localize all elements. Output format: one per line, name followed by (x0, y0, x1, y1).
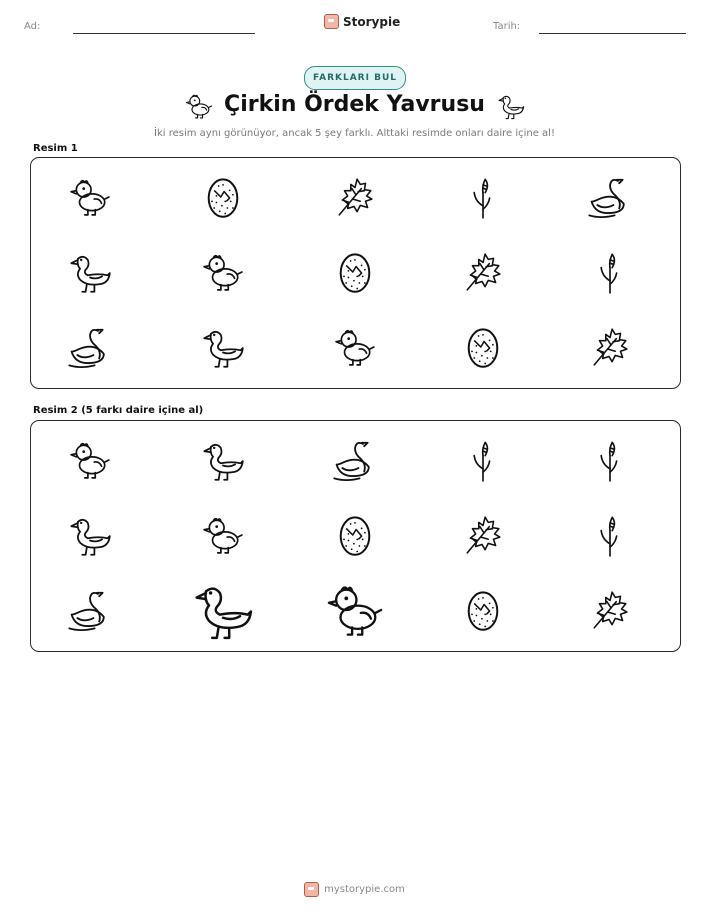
picture1-egg-icon (461, 325, 505, 369)
picture1-reed-icon (461, 175, 505, 219)
activity-badge: FARKLARI BUL (304, 66, 406, 90)
picture1-reed-icon (588, 250, 632, 294)
date-line[interactable] (539, 33, 686, 34)
date-label: Tarih: (493, 21, 521, 32)
picture2-label: Resim 2 (5 farkı daire içine al) (33, 405, 204, 416)
picture2-duck-icon[interactable] (192, 579, 254, 641)
picture1-duck-icon (68, 250, 112, 294)
picture1-egg-icon (333, 250, 377, 294)
picture2-reed-icon[interactable] (588, 438, 632, 482)
footer (0, 882, 709, 897)
picture1-duckling-icon (334, 326, 376, 368)
title-duck-icon (497, 92, 525, 124)
footer-site: mystorypie.com (324, 884, 405, 895)
picture2-duck-icon[interactable] (201, 438, 245, 482)
picture2-duck-icon[interactable] (68, 513, 112, 557)
storypie-footer-logo-icon (304, 882, 319, 897)
picture1-duckling-icon (69, 176, 111, 218)
picture2-leaf-icon[interactable] (462, 514, 504, 556)
picture2-reed-icon[interactable] (461, 438, 505, 482)
picture1-swan-icon (587, 174, 633, 220)
picture2-reed-icon[interactable] (588, 513, 632, 557)
picture1-label: Resim 1 (33, 143, 78, 154)
picture2-duckling-icon[interactable] (326, 581, 384, 639)
page-title: Çirkin Ördek Yavrusu (224, 92, 485, 117)
picture1-duckling-icon (202, 251, 244, 293)
picture1-leaf-icon (334, 176, 376, 218)
instructions: İki resim aynı görünüyor, ancak 5 şey farklı. Alttaki resimde onları daire içine al! (154, 128, 555, 139)
picture2-swan-icon[interactable] (332, 437, 378, 483)
picture2-leaf-icon[interactable] (589, 589, 631, 631)
picture2-duckling-icon[interactable] (202, 514, 244, 556)
picture1-leaf-icon (589, 326, 631, 368)
picture2-egg-icon[interactable] (333, 513, 377, 557)
picture2-swan-icon[interactable] (67, 587, 113, 633)
picture1-duck-icon (201, 325, 245, 369)
storypie-logo-icon (324, 14, 339, 29)
picture1-swan-icon (67, 324, 113, 370)
name-line[interactable] (73, 33, 255, 34)
picture2-duckling-icon[interactable] (69, 439, 111, 481)
name-label: Ad: (24, 21, 41, 32)
picture1-leaf-icon (462, 251, 504, 293)
picture1-egg-icon (201, 175, 245, 219)
picture2-egg-icon[interactable] (461, 588, 505, 632)
brand-logo (324, 14, 400, 29)
brand-name: Storypie (343, 14, 401, 29)
